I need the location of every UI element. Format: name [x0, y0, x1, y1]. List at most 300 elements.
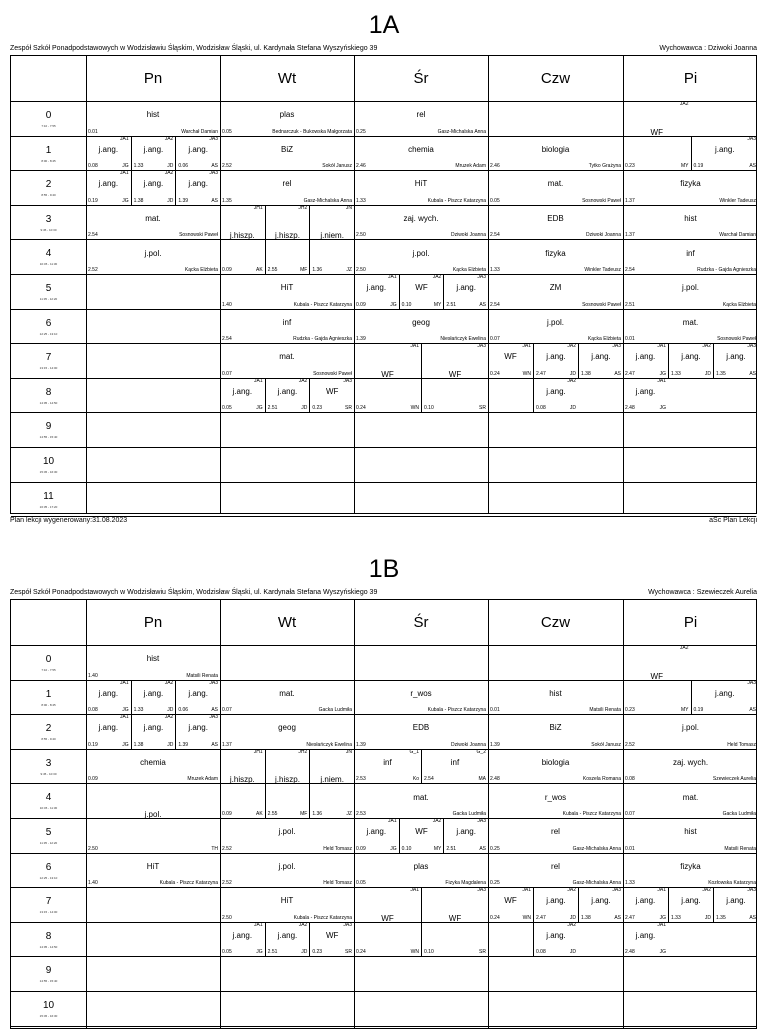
lesson-cell: [578, 343, 623, 378]
subject: rel: [551, 827, 560, 837]
teacher: Kącka Elżbieta: [452, 266, 486, 273]
teacher: WN: [410, 949, 419, 956]
room: 0.06: [178, 163, 189, 170]
room: 0.01: [490, 707, 500, 714]
room: 1.33: [625, 880, 635, 887]
teacher: JG: [659, 370, 666, 377]
subject: j.ang.: [681, 352, 701, 362]
period-number: 1: [45, 688, 52, 700]
teacher: JD: [569, 370, 576, 377]
group-label: JA2: [567, 887, 576, 894]
room: 1.37: [222, 741, 232, 748]
group-label: JH2: [298, 748, 308, 755]
room: 0.23: [312, 949, 323, 956]
subject: plas: [279, 110, 295, 120]
teacher: Kącka Elżbieta: [184, 266, 218, 273]
period-number: 9: [45, 421, 52, 433]
lesson-cell: [623, 170, 758, 205]
teacher: Kubala - Piszcz Katarzyna: [293, 301, 352, 308]
teacher: Held Tomasz: [323, 845, 352, 852]
room: 2.53: [356, 810, 366, 817]
room: 0.09: [356, 845, 366, 852]
lesson-cell: [488, 783, 623, 818]
subject: geog: [278, 723, 296, 733]
lesson-cell: [131, 714, 176, 749]
teacher: AS: [749, 914, 756, 921]
group-label: JA1: [120, 170, 129, 177]
lesson-cell: [533, 343, 578, 378]
row-divider: [11, 482, 756, 483]
room: 1.40: [88, 672, 98, 679]
lesson-cell: [668, 343, 713, 378]
lesson-cell: [265, 749, 310, 818]
subject: zaj. wych.: [403, 214, 439, 224]
teacher: Gasz-Michalska Anna: [572, 845, 621, 852]
teacher: JG: [659, 405, 666, 412]
teacher: WN: [410, 405, 419, 412]
teacher: Matsili Renata: [589, 707, 621, 714]
room: 0.24: [490, 914, 500, 921]
lesson-cell: [488, 170, 623, 205]
subject: j.pol.: [412, 248, 430, 258]
period-number: 0: [45, 110, 52, 121]
teacher: SR: [479, 405, 486, 412]
lesson-cell: [488, 853, 623, 888]
teacher: MY: [681, 163, 689, 170]
subject: j.ang.: [635, 387, 656, 397]
group-label: JA1: [254, 377, 263, 384]
subject: WF: [504, 896, 517, 906]
room: 0.07: [222, 707, 232, 714]
lesson-cell: [623, 818, 758, 853]
lesson-cell: [623, 205, 758, 240]
subject: WF: [415, 283, 428, 293]
lesson-cell: [488, 205, 623, 240]
group-label: JA1: [254, 921, 263, 928]
period-time: 11:35 - 12:20: [39, 297, 58, 301]
subject: WF: [650, 671, 663, 681]
period-time: 13:15 - 14:00: [39, 910, 58, 915]
teacher: MY: [681, 707, 689, 714]
row-divider: [11, 447, 756, 448]
room: 0.08: [88, 707, 98, 714]
lesson-cell: [220, 818, 354, 853]
room: 2.48: [625, 949, 635, 956]
group-label: JA3: [209, 170, 218, 177]
day-header: Czw: [540, 70, 571, 87]
room: 2.50: [356, 266, 366, 273]
room: 2.50: [88, 845, 98, 852]
room: 1.37: [625, 232, 635, 239]
period-number: 6: [45, 861, 52, 873]
teacher: JD: [167, 741, 174, 748]
lesson-cell: [265, 922, 310, 957]
room: 2.47: [625, 370, 635, 377]
lesson-cell: [220, 170, 354, 205]
group-label: JA1: [657, 343, 666, 350]
subject: j.pol.: [547, 317, 564, 327]
timetable-title: 1B: [368, 555, 400, 583]
teacher: AS: [479, 301, 486, 308]
subject: j.ang.: [714, 688, 735, 698]
teacher: Dziwoki Joanna: [450, 741, 486, 748]
teacher: AK: [255, 266, 263, 273]
subject: mat.: [413, 792, 429, 802]
lesson-cell: [354, 783, 488, 818]
room: 0.07: [222, 370, 232, 377]
lesson-cell: [623, 239, 758, 274]
teacher: JG: [122, 163, 129, 170]
subject: j.ang.: [726, 352, 746, 362]
teacher: Rudzka - Gajda Agnieszka: [697, 266, 756, 273]
room: 0.09: [356, 301, 366, 308]
lesson-cell: [220, 378, 265, 413]
group-label: JA1: [522, 887, 531, 894]
subject: j.ang.: [143, 723, 164, 733]
lesson-cell: [421, 749, 488, 784]
subject: WF: [650, 127, 663, 137]
lesson-cell: [86, 645, 220, 680]
period-number: 7: [45, 896, 52, 908]
subject: j.ang.: [366, 283, 387, 293]
room: 2.51: [625, 301, 635, 308]
lesson-cell: [488, 887, 533, 922]
lesson-cell: [86, 205, 220, 240]
room: 0.25: [490, 845, 500, 852]
lesson-cell: [488, 680, 623, 715]
room: 0.06: [178, 707, 189, 714]
lesson-cell: [354, 205, 488, 240]
teacher: JZ: [346, 810, 352, 817]
lesson-cell: [220, 205, 265, 274]
subject: HiT: [146, 861, 160, 871]
period-time: 10:45 - 11:30: [39, 262, 58, 267]
period-time: 14:55 - 15:40: [39, 435, 58, 440]
teacher: Held Tomasz: [727, 741, 756, 748]
lesson-cell: [533, 378, 578, 413]
period-number: 8: [45, 930, 52, 942]
group-label: JN: [345, 748, 352, 755]
subject: j.ang.: [98, 688, 119, 698]
room: 2.48: [490, 776, 500, 783]
teacher: Dziwoki Joanna: [450, 232, 486, 239]
subject: EDB: [412, 723, 430, 733]
group-label: JA3: [343, 377, 352, 384]
lesson-cell: [488, 136, 623, 171]
group-label: JA2: [702, 343, 711, 350]
subject: inf: [282, 317, 292, 327]
group-label: JA2: [164, 170, 174, 177]
group-label: JA2: [432, 274, 442, 280]
room: 0.23: [625, 707, 635, 714]
period-time: 14:05 - 14:50: [39, 400, 58, 405]
subject: j.ang.: [546, 387, 566, 397]
teacher: JD: [167, 707, 174, 714]
room: 1.36: [312, 810, 323, 817]
room: 2.51: [446, 845, 457, 852]
row-divider: [11, 956, 756, 957]
group-label: JA3: [612, 887, 621, 894]
subject: hist: [549, 688, 562, 698]
teacher: JD: [167, 163, 174, 170]
room: 0.10: [401, 845, 412, 852]
period-number: 8: [45, 386, 52, 398]
teacher: AS: [614, 370, 621, 377]
teacher: Sosnowski Paweł: [313, 370, 352, 377]
period-time: 8:55 - 9:40: [41, 193, 56, 198]
day-header: Wt: [277, 614, 297, 631]
period-time: 14:05 - 14:50: [39, 944, 58, 949]
group-label: JA3: [477, 274, 486, 280]
room: 0.05: [222, 405, 232, 412]
subject: mat.: [682, 317, 699, 327]
room: 0.01: [88, 128, 98, 135]
lesson-cell: [488, 309, 623, 344]
subject: HiT: [414, 179, 428, 189]
teacher: Sokół Janusz: [591, 741, 621, 748]
room: 2.52: [625, 741, 635, 748]
room: 2.54: [490, 301, 500, 308]
room: 0.09: [88, 776, 98, 783]
lesson-cell: [220, 343, 354, 378]
lesson-cell: [220, 922, 265, 957]
room: 2.50: [356, 232, 366, 239]
teacher: JG: [256, 405, 263, 412]
lesson-cell: [131, 136, 176, 171]
teacher: JD: [704, 914, 711, 921]
lesson-cell: [421, 343, 488, 412]
teacher: JG: [659, 914, 666, 921]
period-number: 2: [45, 723, 52, 735]
day-header: Pi: [683, 614, 698, 631]
lesson-cell: [623, 309, 758, 344]
teacher: Warchał Damian: [181, 128, 218, 135]
subject: HiT: [280, 896, 294, 906]
subject: mat.: [682, 792, 699, 802]
subject: j.ang.: [366, 827, 387, 837]
room: 1.39: [178, 197, 189, 204]
lesson-cell: [691, 680, 759, 715]
lesson-cell: [488, 749, 623, 784]
subject: rel: [551, 861, 560, 871]
period-time: 16:35 - 17:20: [39, 504, 58, 509]
timetable-grid: [10, 599, 757, 1029]
lesson-cell: [175, 170, 220, 205]
subject: WF: [504, 352, 517, 362]
room: 1.40: [222, 301, 232, 308]
lesson-cell: [220, 714, 354, 749]
group-label: JA3: [477, 343, 486, 350]
group-label: JA2: [432, 818, 442, 824]
lesson-cell: [175, 680, 220, 715]
generated-note: Plan lekcji wygenerowany:31.08.2023: [10, 517, 128, 524]
row-divider: [11, 991, 756, 992]
room: 1.39: [356, 336, 366, 343]
period-number: 5: [45, 283, 52, 294]
lesson-cell: [86, 749, 220, 784]
group-label: JA1: [657, 377, 666, 384]
room: 1.37: [625, 197, 635, 204]
teacher: Gasz-Michalska Anna: [437, 128, 486, 135]
period-time: 7:10 - 7:55: [41, 124, 56, 128]
subject: j.ang.: [635, 352, 656, 362]
room: 2.54: [88, 232, 98, 239]
room: 2.47: [625, 914, 635, 921]
room: 2.54: [490, 232, 500, 239]
subject: r_wos: [544, 792, 567, 802]
subject: EDB: [547, 214, 564, 224]
subject: j.ang.: [546, 896, 566, 906]
room: 0.05: [356, 880, 366, 887]
teacher: Sokół Janusz: [322, 163, 352, 170]
teacher: Mruzek Adam: [455, 163, 486, 170]
lesson-cell: [86, 714, 131, 749]
group-label: JA2: [298, 377, 308, 384]
subject: j.hiszp.: [229, 231, 255, 241]
day-header: Pn: [143, 614, 163, 631]
period-time: 7:10 - 7:55: [41, 668, 56, 672]
teacher: Matsili Renata: [724, 845, 756, 852]
subject: mat.: [145, 214, 161, 224]
lesson-cell: [623, 714, 758, 749]
teacher: Niesłańczyk Ewelina: [440, 336, 486, 343]
group-label: G_2: [476, 748, 486, 755]
class-tutor: Wychowawca : Dziwoki Joanna: [659, 45, 757, 52]
group-label: JA3: [747, 887, 756, 894]
subject: WF: [381, 369, 394, 379]
teacher: WN: [522, 914, 531, 921]
room: 0.08: [536, 405, 546, 412]
subject: chemia: [408, 144, 434, 154]
subject: hist: [146, 654, 160, 664]
day-header: Pn: [143, 70, 163, 87]
subject: j.ang.: [681, 896, 701, 906]
subject: j.ang.: [188, 144, 208, 154]
room: 0.23: [625, 163, 635, 170]
room: 0.08: [88, 163, 98, 170]
period-time: 12:25 - 13:10: [39, 875, 58, 880]
room: 2.51: [267, 949, 278, 956]
teacher: Gasz-Michalska Anna: [572, 880, 621, 887]
teacher: Bednarczuk - Bukowska Małgorzata: [272, 128, 352, 135]
lesson-cell: [220, 887, 354, 922]
subject: j.pol.: [682, 723, 699, 733]
subject: WF: [415, 827, 428, 837]
row-divider: [11, 412, 756, 413]
subject: fizyka: [545, 248, 566, 258]
group-label: JA3: [747, 679, 756, 686]
group-label: JA1: [657, 921, 666, 928]
teacher: JD: [301, 405, 308, 412]
teacher: Matsili Renata: [186, 672, 218, 679]
subject: ZM: [549, 283, 562, 293]
school-name: Zespół Szkół Ponadpodstawowych w Wodzisławiu Śląskim, Wodzisław Śląski, ul. Kardynała Stefana Wyszyńskiego 39: [10, 45, 378, 52]
lesson-cell: [354, 101, 488, 136]
teacher: Tytko Grażyna: [588, 163, 621, 170]
teacher: Kozłowska Katarzyna: [708, 880, 756, 887]
period-number: 1: [45, 144, 52, 156]
group-label: JA2: [298, 921, 308, 928]
teacher: MA: [478, 776, 486, 783]
subject: hist: [146, 110, 160, 120]
room: 1.39: [356, 741, 366, 748]
lesson-cell: [265, 205, 310, 274]
lesson-cell: [443, 818, 488, 853]
teacher: AK: [255, 810, 263, 817]
subject: hist: [684, 214, 697, 224]
subject: mat.: [547, 179, 564, 189]
lesson-cell: [488, 274, 623, 309]
room: 1.33: [133, 163, 144, 170]
subject: j.ang.: [546, 931, 566, 941]
subject: zaj. wych.: [672, 758, 709, 768]
lesson-cell: [488, 343, 533, 378]
lesson-cell: [578, 887, 623, 922]
subject: j.ang.: [456, 827, 476, 837]
subject: j.ang.: [232, 387, 253, 397]
day-header: Czw: [540, 614, 571, 631]
lesson-cell: [354, 714, 488, 749]
teacher: MF: [300, 266, 308, 273]
subject: j.ang.: [635, 931, 656, 941]
period-number: 0: [45, 654, 52, 665]
lesson-cell: [309, 205, 354, 274]
period-number: 9: [45, 965, 52, 977]
teacher: Gasz-Michalska Anna: [303, 197, 352, 204]
room: 0.24: [490, 370, 500, 377]
lesson-cell: [713, 887, 758, 922]
room: 1.38: [581, 370, 591, 377]
class-tutor: Wychowawca : Szewieczek Aurelia: [648, 589, 757, 596]
subject: j.ang.: [591, 352, 611, 362]
lesson-cell: [86, 170, 131, 205]
group-label: JA3: [612, 343, 621, 350]
teacher: Kubala - Piszcz Katarzyna: [562, 810, 621, 817]
group-label: JA2: [567, 343, 576, 350]
group-label: JA2: [164, 679, 174, 686]
teacher: MF: [300, 810, 308, 817]
room: 2.52: [222, 163, 232, 170]
teacher: Kubala - Piszcz Katarzyna: [159, 880, 218, 887]
subject: HiT: [280, 283, 294, 293]
subject: j.ang.: [143, 688, 164, 698]
lesson-cell: [354, 749, 421, 784]
lesson-cell: [668, 887, 713, 922]
room: 1.35: [716, 914, 726, 921]
period-time: 14:55 - 15:40: [39, 979, 58, 984]
teacher: AS: [479, 845, 486, 852]
room: 2.54: [222, 336, 232, 343]
group-label: JA2: [164, 135, 174, 142]
teacher: SR: [345, 405, 352, 412]
teacher: AS: [211, 163, 218, 170]
teacher: JG: [659, 949, 666, 956]
room: 0.09: [222, 810, 232, 817]
lesson-cell: [220, 101, 354, 136]
room: 0.19: [88, 197, 98, 204]
teacher: Mruzek Adam: [187, 776, 218, 783]
room: 0.05: [222, 128, 232, 135]
teacher: AS: [211, 707, 218, 714]
lesson-cell: [623, 101, 691, 170]
group-label: JA1: [410, 887, 419, 894]
lesson-cell: [354, 136, 488, 171]
group-label: JA3: [747, 343, 756, 350]
room: 1.38: [581, 914, 591, 921]
teacher: Sosnowski Paweł: [582, 301, 621, 308]
teacher: Fizyka Magdalena: [445, 880, 486, 887]
lesson-cell: [354, 274, 399, 309]
